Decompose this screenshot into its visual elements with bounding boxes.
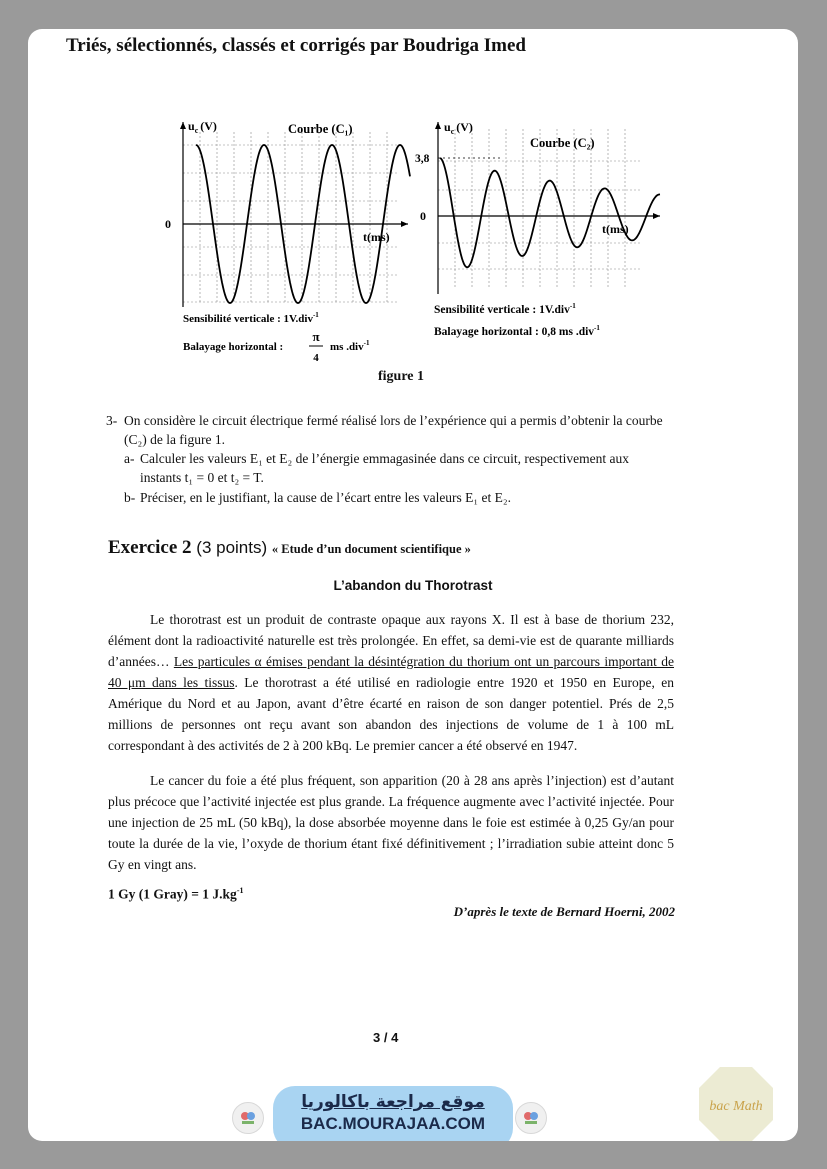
x-arrow-c1 [401, 221, 408, 227]
q3-number: 3- [106, 413, 118, 428]
c2-zero: 0 [420, 209, 426, 223]
q3a-label: a- [124, 451, 135, 466]
document-page [28, 29, 798, 1141]
svg-text:uc(V) [188, 119, 217, 135]
oscillogram-c1 [158, 117, 418, 367]
paragraph-2: Le cancer du foie a été plus fréquent, son apparition (20 à 28 ans après l’injection) est d’autant plus précoce que l’activité injectée est plus grande. La fréquence augmente avec l’activité injectée. Pour une injection de 25 mL (50 kBq), la dose absorbée moyenne dans le foie est estimée à 0,25 Gy/an pour toute la durée de la vie, l’oxyde de thorium étant fixé définitivement ; l’irradiation subie atteint donc 5 Gy en vingt ans. [108, 773, 674, 872]
left-badge-icon [232, 1102, 264, 1134]
c1-axis-x: t(ms) [363, 230, 390, 244]
grid-c2 [438, 129, 640, 289]
right-badge-icon [515, 1102, 547, 1134]
c1-bal-unit: ms .div [330, 341, 364, 353]
svg-text:Balayage horizontal : 0,8 ms . [434, 324, 600, 338]
c1-curve-label: Courbe [288, 122, 329, 136]
c2-axis-y-sub: c [450, 127, 455, 136]
svg-text:uc(V) [444, 120, 473, 136]
p1-start: Le thorotrast est un produit de contraste opaque aux rayons X. Il est à base de thorium 232, élément dont la radioactivité naturelle est très prolongée. En effet, sa demi-vie est de quarante milliards d’années… [108, 612, 674, 669]
c2-bal-sup: -1 [594, 324, 600, 332]
formula-sup: -1 [236, 886, 244, 895]
q3-text: On considère le circuit électrique fermé réalisé lors de l’expérience qui a permis d’obtenir la courbe (C₂) de la figure 1. [124, 413, 663, 447]
c2-axis-x: t(ms) [602, 222, 629, 236]
c2-sens: Sensibilité verticale : 1V.div [434, 304, 570, 316]
svg-text:Courbe (C₂) [530, 136, 595, 150]
svg-text:ms .div-1 [330, 339, 370, 353]
banner-arabic[interactable]: موقع مراجعة باكالوريا [301, 1092, 485, 1112]
c1-bal: Balayage horizontal : [183, 341, 284, 353]
c2-y-tick: 3,8 [415, 153, 430, 165]
c2-axis-y-unit: (V) [456, 120, 473, 134]
oscillogram-c2 [410, 119, 670, 359]
figure-caption: figure 1 [378, 369, 425, 384]
exercise-subtitle: « Etude d’un document scientifique » [271, 542, 471, 556]
c2-curve-label: Courbe [530, 136, 571, 150]
q3b-text: Préciser, en le justifiant, la cause de l’écart entre les valeurs E₁ et E₂. [140, 490, 511, 505]
c1-sens: Sensibilité verticale : 1V.div [183, 313, 313, 325]
c1-frac-num: π [312, 329, 320, 344]
c1-bal-sup: -1 [363, 339, 370, 347]
c2-axis-y: u [444, 120, 451, 134]
x-arrow-c2 [653, 213, 660, 219]
c2-bal: Balayage horizontal : 0,8 ms .div [434, 326, 595, 338]
source-citation: D’après le texte de Bernard Hoerni, 2002 [453, 904, 675, 919]
svg-text:Sensibilité verticale : 1V.div [434, 302, 576, 316]
document-title: L’abandon du Thorotrast [333, 578, 493, 593]
p1-underlined: Les particules α émises pendant la désintégration du thorium ont un parcours important de 40 μm dans les tissus [108, 654, 674, 690]
logo-text: bac Math [709, 1099, 763, 1114]
page-header: Triés, sélectionnés, classés et corrigés par Boudriga Imed [66, 35, 526, 56]
y-arrow-c2 [435, 122, 441, 129]
c1-axis-y-sub: c [194, 126, 199, 135]
page-number: 3 / 4 [373, 1030, 399, 1045]
unit-formula [108, 886, 243, 903]
svg-text:Courbe (C₁) [288, 122, 353, 136]
q3b-label: b- [124, 490, 136, 505]
c1-zero: 0 [165, 217, 171, 231]
c1-curve-name: (C₁) [331, 122, 353, 136]
paragraph-1 [108, 609, 674, 756]
formula-text: 1 Gy (1 Gray) = 1 J.kg [108, 886, 237, 902]
y-arrow-c1 [180, 122, 186, 129]
q3a-text: Calculer les valeurs E₁ et E₂ de l’énergie emmagasinée dans ce circuit, respectivement aux instants t₁ = 0 et t₂ = T. [140, 451, 629, 485]
c1-axis-y-unit: (V) [200, 119, 217, 133]
c1-axis-y: u [188, 119, 195, 133]
grid-c1 [183, 132, 398, 302]
banner-url[interactable]: BAC.MOURAJAA.COM [300, 1114, 486, 1133]
c1-frac-den: 4 [313, 352, 319, 364]
c2-curve-name: (C₂) [573, 136, 595, 150]
bacmath-logo [696, 1064, 776, 1141]
svg-text:Sensibilité verticale : 1V.div [183, 311, 319, 325]
c2-sens-sup: -1 [569, 302, 576, 310]
site-banner[interactable] [273, 1086, 513, 1141]
c1-sens-sup: -1 [312, 311, 319, 319]
curve-c2 [440, 158, 660, 267]
exercise-points: (3 points) [196, 538, 268, 557]
p1-end: . Le thorotrast a été utilisé en radiologie entre 1920 et 1950 en Europe, en Amérique du Nord et au Japon, avant d’être écarté en raison de son danger potentiel. Prés de 2,5 millions de personnes ont reçu avant son abandon des injections de volume de 1 à 100 mL correspondant à des activités de 2 à 200 kBq. Le premier cancer a été observé en 1947. [108, 675, 674, 753]
exercise-name: Exercice 2 [108, 537, 192, 558]
exercise-title [108, 537, 471, 559]
